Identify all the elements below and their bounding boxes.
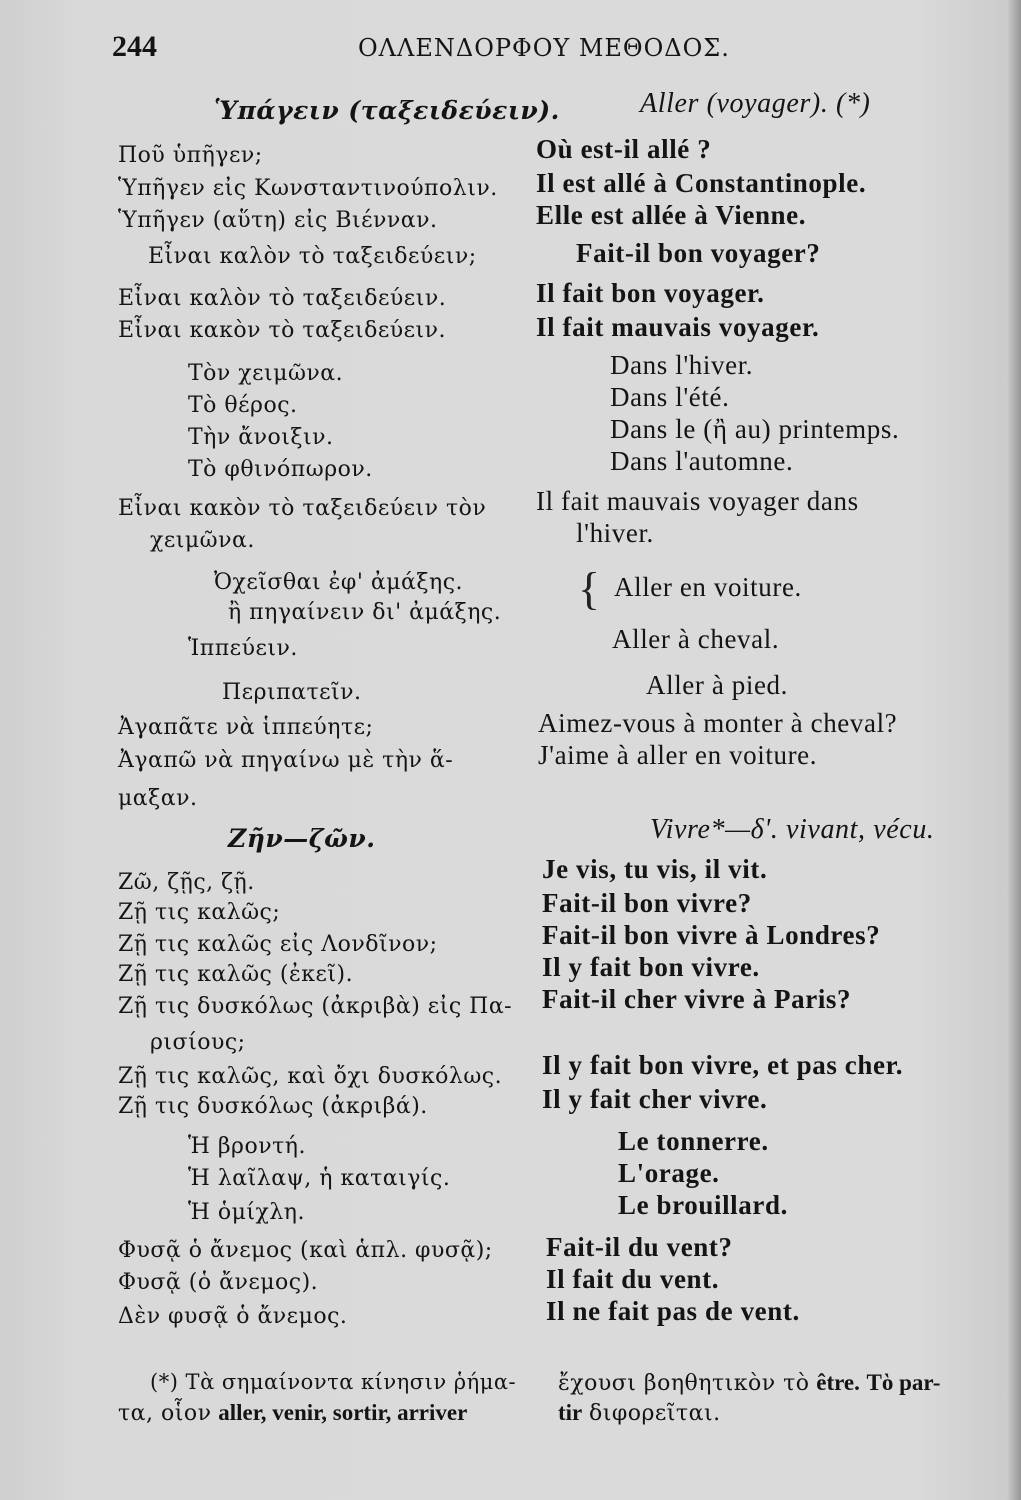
french-line: Fait-il du vent? xyxy=(546,1232,733,1262)
french-line: Où est-il allé ? xyxy=(536,134,712,164)
greek-line: Ποῦ ὑπῆγεν; xyxy=(118,143,263,168)
footnote-line xyxy=(558,1400,721,1426)
french-line: Il y fait cher vivre. xyxy=(542,1084,768,1114)
french-line: Fait-il bon vivre à Londres? xyxy=(542,920,881,950)
footnote-tir: tir xyxy=(558,1400,583,1425)
french-heading-aller: Aller (voyager). (*) xyxy=(640,88,871,119)
french-line: Il est allé à Constantinople. xyxy=(536,168,867,198)
page-number: 244 xyxy=(112,30,157,63)
greek-line: Ἀγαπῶ νὰ πηγαίνω μὲ τὴν ἅ- xyxy=(118,748,454,773)
greek-line: Ζῇ τις καλῶς; xyxy=(118,900,281,925)
french-line: Dans le (ἢ au) printemps. xyxy=(610,414,900,444)
greek-line: Ἡ ὁμίχλη. xyxy=(188,1200,305,1225)
greek-line: Ζῶ, ζῇς, ζῇ. xyxy=(118,870,255,895)
greek-line: Ἡ λαῖλαψ, ἡ καταιγίς. xyxy=(188,1166,451,1191)
greek-line: Ζῇ τις καλῶς (ἐκεῖ). xyxy=(118,962,354,987)
french-line: Il y fait bon vivre, et pas cher. xyxy=(542,1050,904,1080)
french-line: Elle est allée à Vienne. xyxy=(536,200,807,230)
greek-line: Τὴν ἄνοιξιν. xyxy=(188,425,334,450)
french-line: Je vis, tu vis, il vit. xyxy=(542,854,768,884)
footnote-text: διφορεῖται. xyxy=(588,1401,721,1426)
greek-line: Ζῇ τις δυσκόλως (ἀκριβά). xyxy=(118,1094,428,1119)
french-line: Fait-il bon voyager? xyxy=(576,238,821,268)
french-line: Le brouillard. xyxy=(618,1190,788,1220)
footnote-etre: être. xyxy=(816,1370,860,1395)
french-heading-vivre: Vivre*—δ'. vivant, vécu. xyxy=(650,814,935,845)
greek-line: Φυσᾷ ὁ ἄνεμος (καὶ ἁπλ. φυσᾷ); xyxy=(118,1238,493,1263)
greek-line: Ὑπῆγεν εἰς Κωνσταντινούπολιν. xyxy=(118,176,498,201)
page-header xyxy=(112,30,992,70)
greek-line: ρισίους; xyxy=(150,1030,246,1055)
french-line: L'orage. xyxy=(618,1158,720,1188)
footnote-line: (*) Τὰ σημαίνοντα κίνησιν ῥήμα- xyxy=(150,1370,517,1394)
greek-line: Δὲν φυσᾷ ὁ ἄνεμος. xyxy=(118,1304,348,1329)
french-line: Aller en voiture. xyxy=(614,572,802,602)
greek-line: Εἶναι κακὸν τὸ ταξειδεύειν. xyxy=(118,318,446,343)
french-line: Dans l'été. xyxy=(610,382,730,412)
greek-line: Ὀχεῖσθαι ἐφ' ἀμάξης. xyxy=(214,570,464,595)
greek-line: Εἶναι καλὸν τὸ ταξειδεύειν. xyxy=(118,286,447,311)
greek-line: μαξαν. xyxy=(118,786,198,811)
french-line: Fait-il cher vivre à Paris? xyxy=(542,984,852,1014)
french-line: Il fait bon voyager. xyxy=(536,278,765,308)
french-line: Il ne fait pas de vent. xyxy=(546,1296,800,1326)
french-line: Fait-il bon vivre? xyxy=(542,888,752,918)
greek-line: Τὸν χειμῶνα. xyxy=(188,361,344,386)
footnote-text: ἔχουσι βοηθητικὸν τὸ xyxy=(558,1371,810,1396)
greek-line: ἢ πηγαίνειν δι' ἀμάξης. xyxy=(228,600,502,625)
footnote-verbs: aller, venir, sortir, arriver xyxy=(218,1400,468,1425)
greek-line: Ἱππεύειν. xyxy=(188,636,298,661)
french-line: Il fait du vent. xyxy=(546,1264,720,1294)
greek-line: Εἶναι καλὸν τὸ ταξειδεύειν; xyxy=(148,244,477,269)
greek-line: Ἀγαπᾶτε νὰ ἱππεύητε; xyxy=(118,715,374,740)
greek-line: Ζῇ τις δυσκόλως (ἀκριβὰ) εἰς Πα- xyxy=(118,994,513,1019)
greek-line: Τὸ θέρος. xyxy=(188,393,298,418)
greek-line: Ζῇ τις καλῶς εἰς Λονδῖνον; xyxy=(118,932,438,957)
french-line: Dans l'automne. xyxy=(610,446,794,476)
greek-line: Ζῇ τις καλῶς, καὶ ὄχι δυσκόλως. xyxy=(118,1064,503,1089)
greek-line: χειμῶνα. xyxy=(150,528,255,553)
greek-line: Ἡ βροντή. xyxy=(188,1134,306,1159)
greek-line: Περιπατεῖν. xyxy=(222,680,362,705)
greek-line: Φυσᾷ (ὁ ἄνεμος). xyxy=(118,1270,319,1295)
french-line: Il fait mauvais voyager. xyxy=(536,312,820,342)
greek-line: Τὸ φθινόπωρον. xyxy=(188,457,373,482)
french-line: Il fait mauvais voyager dans xyxy=(536,486,859,516)
french-line: Aller à pied. xyxy=(646,670,788,700)
footnote-text: τα, οἷον xyxy=(118,1401,212,1426)
french-line: Aller à cheval. xyxy=(612,624,780,654)
greek-line: Ὑπῆγεν (αὕτη) εἰς Βιένναν. xyxy=(118,208,438,233)
running-title: ΟΛΛΕΝΔΟΡΦΟΥ ΜΕΘΟΔΟΣ. xyxy=(358,34,730,62)
french-line: J'aime à aller en voiture. xyxy=(538,740,818,770)
page-edge-shadow xyxy=(1007,0,1021,1500)
greek-heading-hypagein: Ὑπάγειν (ταξειδεύειν). xyxy=(214,96,560,125)
footnote-partir: Τὸ par- xyxy=(866,1370,941,1395)
footnote-line xyxy=(558,1370,940,1396)
greek-line: Εἶναι κακὸν τὸ ταξειδεύειν τὸν xyxy=(118,496,487,521)
brace-mark: { xyxy=(578,563,601,614)
greek-heading-zen: Ζῆν—ζῶν. xyxy=(228,824,376,853)
french-line: Il y fait bon vivre. xyxy=(542,952,760,982)
french-line: Le tonnerre. xyxy=(618,1126,769,1156)
french-line: l'hiver. xyxy=(576,518,654,548)
french-line: Dans l'hiver. xyxy=(610,350,754,380)
french-line: Aimez-vous à monter à cheval? xyxy=(538,708,898,738)
footnote-line xyxy=(118,1400,467,1426)
